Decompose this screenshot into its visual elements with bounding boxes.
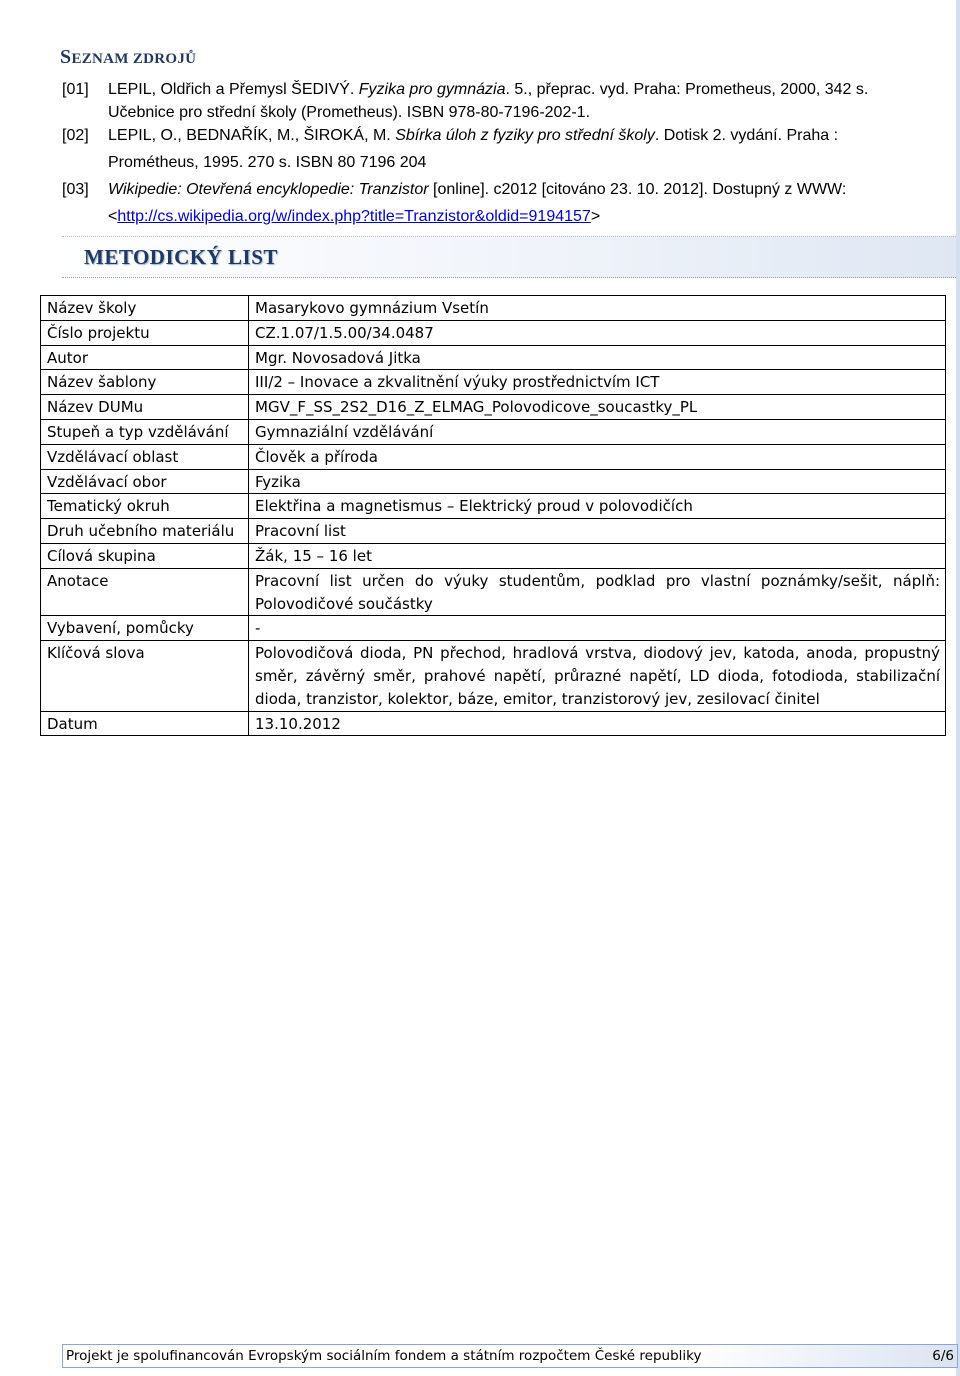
reference-number: [02] [62,127,89,144]
table-row [41,444,946,469]
reference-text: LEPIL, Oldřich a Přemysl ŠEDIVÝ. Fyzika pro gymnázia. 5., přeprac. vyd. Praha: Prometheus, 2000, 342 s. [108,81,869,98]
row-label: Autor [41,345,249,370]
table-row [41,494,946,519]
table-row [41,395,946,420]
metodicky-list-title: METODICKÝ LIST [84,245,278,269]
wikipedia-link[interactable]: http://cs.wikipedia.org/w/index.php?title=Tranzistor&oldid=9194157 [117,208,591,225]
row-value: Masarykovo gymnázium Vsetín [249,296,946,321]
reference-number: [03] [62,181,89,198]
row-value: Mgr. Novosadová Jitka [249,345,946,370]
row-label: Datum [41,711,249,736]
reference-text: LEPIL, O., BEDNAŘÍK, M., ŠIROKÁ, M. Sbírka úloh z fyziky pro střední školy. Dotisk 2. vydání. Praha : [108,127,839,144]
reference-text-line2: Prométheus, 1995. 270 s. ISBN 80 7196 204 [108,154,427,171]
table-row [41,296,946,321]
row-value: Gymnaziální vzdělávání [249,419,946,444]
row-label: Tematický okruh [41,494,249,519]
row-value: MGV_F_SS_2S2_D16_Z_ELMAG_Polovodicove_soucastky_PL [249,395,946,420]
row-value: Fyzika [249,469,946,494]
row-label: Název šablony [41,370,249,395]
row-value: Žák, 15 – 16 let [249,543,946,568]
row-value: - [249,616,946,641]
table-row [41,370,946,395]
row-label: Druh učebního materiálu [41,519,249,544]
reference-text: Wikipedie: Otevřená encyklopedie: Tranzistor [online]. c2012 [citováno 23. 10. 2012]. Dostupný z WWW: [108,181,847,198]
row-label: Anotace [41,568,249,616]
footer-bar [62,1344,958,1368]
table-row [41,641,946,711]
table-row [41,469,946,494]
row-value: CZ.1.07/1.5.00/34.0487 [249,320,946,345]
row-label: Vzdělávací oblast [41,444,249,469]
row-value: Člověk a příroda [249,444,946,469]
page-number: 6/6 [932,1348,954,1364]
page-edge-bar [956,0,960,1376]
metodicky-list-header [62,236,956,278]
row-value: III/2 – Inovace a zkvalitnění výuky prostřednictvím ICT [249,370,946,395]
row-value: Pracovní list [249,519,946,544]
footer-text: Projekt je spolufinancován Evropským sociálním fondem a státním rozpočtem České republiky [66,1348,702,1364]
row-value: 13.10.2012 [249,711,946,736]
row-value: Polovodičová dioda, PN přechod, hradlová vrstva, diodový jev, katoda, anoda, propustný směr, závěrný směr, prahové napětí, průrazné napětí, LD dioda, fotodioda, stabilizační dioda, tranzistor, kolektor, báze, emitor, tranzistorový jev, zesilovací činitel [249,641,946,711]
table-row [41,568,946,616]
row-label: Cílová skupina [41,543,249,568]
table-row [41,543,946,568]
row-label: Stupeň a typ vzdělávání [41,419,249,444]
row-label: Název školy [41,296,249,321]
table-row [41,519,946,544]
table-row [41,419,946,444]
row-label: Vybavení, pomůcky [41,616,249,641]
row-value: Elektřina a magnetismus – Elektrický proud v polovodičích [249,494,946,519]
metadata-table [40,295,946,736]
row-label: Klíčová slova [41,641,249,711]
row-value: Pracovní list určen do výuky studentům, podklad pro vlastní poznámky/sešit, náplň: Polovodičové součástky [249,568,946,616]
sources-heading: SEZNAM ZDROJŮ [60,46,197,68]
table-row [41,345,946,370]
table-row [41,616,946,641]
table-row [41,320,946,345]
reference-text-line2: Učebnice pro střední školy (Prometheus). ISBN 978-80-7196-202-1. [108,104,591,121]
row-label: Název DUMu [41,395,249,420]
reference-text-line2: <http://cs.wikipedia.org/w/index.php?title=Tranzistor&oldid=9194157> [108,208,601,225]
row-label: Číslo projektu [41,320,249,345]
table-row [41,711,946,736]
row-label: Vzdělávací obor [41,469,249,494]
reference-number: [01] [62,81,89,98]
